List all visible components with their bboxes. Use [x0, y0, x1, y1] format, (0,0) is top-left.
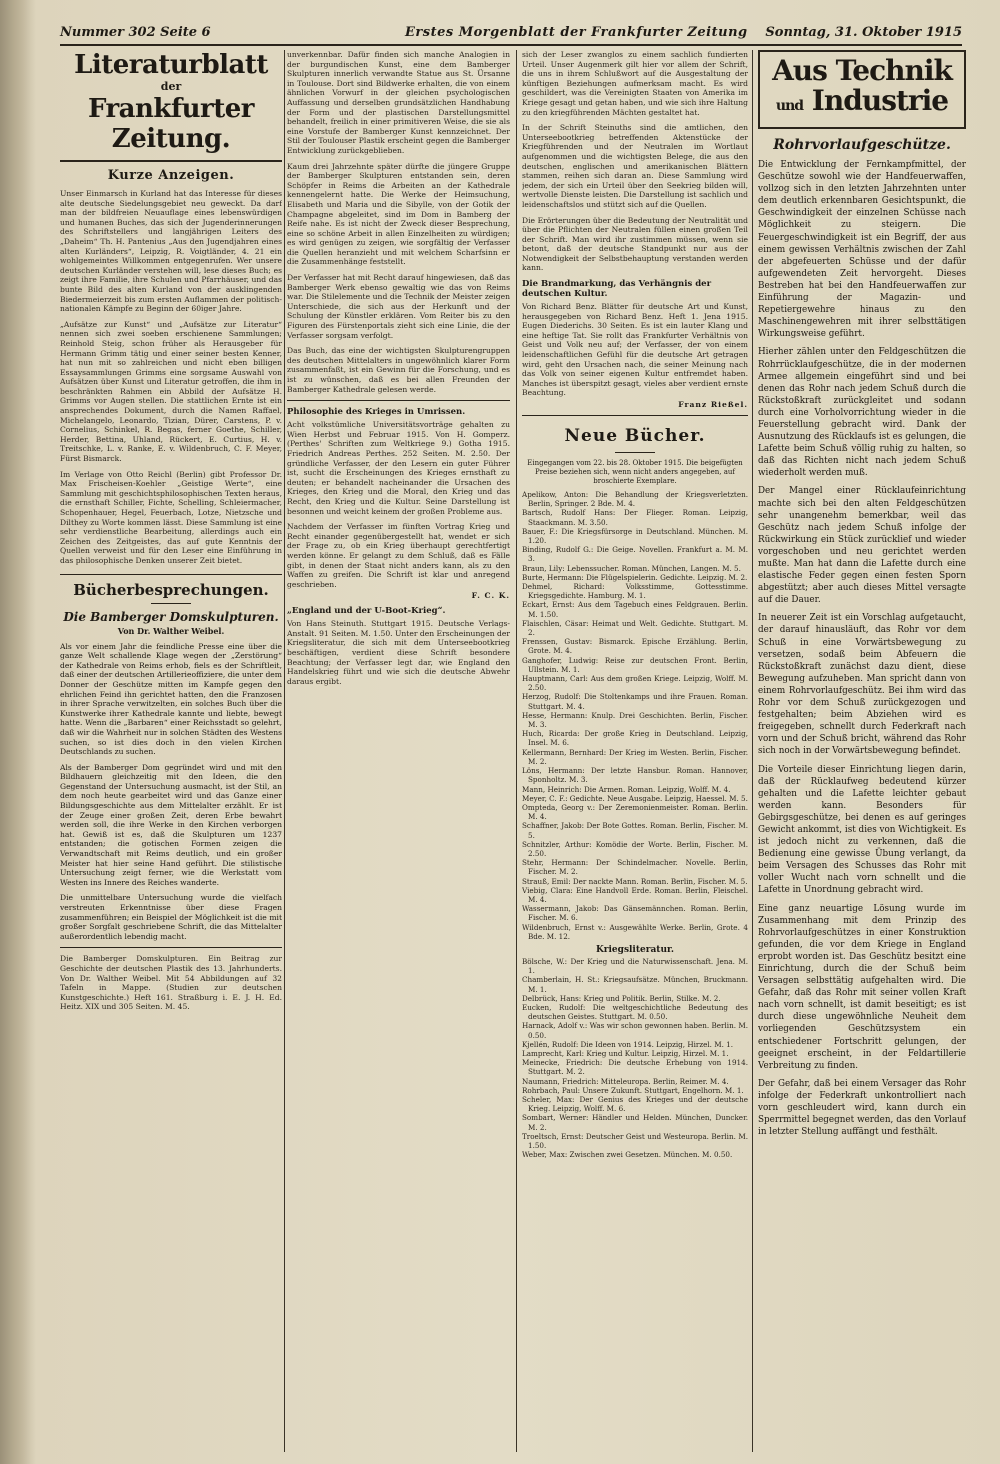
paragraph: Eine ganz neuartige Lösung wurde im Zusammenhang mit dem Prinzip des Rohrvorlaufgeschützes in einer Konstruktion gefunden, die vor dem Kriege in England erprobt worden ist. Das Geschütz besitzt eine Einrichtung, durch die der Schuß beim Versagen selbsttätig aufgehalten wird. Die Gefahr, daß das Rohr mit seiner vollen Kraft nach vorn schnellt, ist damit beseitigt; es ist durch diese ungewöhnliche Neuheit dem vorliegenden Geschützsystem ein entschiedener Fortschritt gelungen, der geeignet erscheint, in der Feldartillerie Verbreitung zu finden.	[758, 903, 966, 1071]
list-item: Dehmel, Richard: Volksstimme, Gottesstimme. Kriegsgedichte. Hamburg. M. 1.	[522, 582, 748, 601]
section-heading-buecher: Bücherbesprechungen.	[60, 574, 282, 599]
war-literature-list	[522, 957, 748, 1159]
column-4	[758, 50, 966, 1454]
review-title: Philosophie des Krieges in Umrissen.	[287, 407, 466, 418]
list-item: Bölsche, W.: Der Krieg und die Naturwissenschaft. Jena. M. 1.	[522, 956, 748, 976]
list-item: Sombart, Werner: Händler und Helden. München, Duncker. M. 2.	[522, 1113, 748, 1132]
binding-shadow	[0, 0, 36, 1464]
article-author: Von Dr. Walther Weibel.	[117, 625, 225, 636]
paragraph: In der Schrift Steinuths sind die amtlichen, den Unterseebootkrieg betreffenden Aktenstücke der Kriegführenden und der Neutralen im Wortlaut aufgenommen und die wichtigsten Belege, die aus den deutschen, englischen und amerikanischen Blättern stammen, reihen sich daran an. Diese Sammlung wird jedem, der sich ein Urteil über den Seekrieg bilden will, wertvolle Dienste leisten. Die Darstellung ist sachlich und leidenschaftslos und stützt sich auf die Quellen.	[522, 123, 748, 209]
divider	[522, 415, 748, 416]
paragraph: Das Buch, das eine der wichtigsten Skulpturengruppen des deutschen Mittelalters in ungewöhnlich klarer Form zusammenfaßt, ist ein Gewinn für die Forschung, und es ist zu wünschen, daß es bei allen Freunden der Bamberger Kathedrale gelesen werde.	[287, 346, 510, 394]
list-item: Herzog, Rudolf: Die Stoltenkamps und ihre Frauen. Roman. Stuttgart. M. 4.	[522, 692, 748, 711]
list-item: Schaffner, Jakob: Der Bote Gottes. Roman. Berlin, Fischer. M. 5.	[522, 821, 748, 840]
paragraph: Der Mangel einer Rücklaufeinrichtung machte sich bei den alten Feldgeschützen sehr unangenehm bemerkbar, weil das Geschütz nach jedem Schuß infolge der Rückwirkung ein Stück zurücklief und wieder vorgeschoben und neu gerichtet werden mußte. Man hat dann die Lafette durch eine elastische Feder gegen einen festen Sporn abgestützt; aber auch dieses Mittel versagte auf die Dauer.	[758, 486, 966, 606]
list-item: Frenssen, Gustav: Bismarck. Epische Erzählung. Berlin, Grote. M. 4.	[522, 637, 748, 656]
paragraph: unverkennbar. Dafür finden sich manche Analogien in der burgundischen Kunst, eine dem Bamberger Skulpturen innerlich verwandte Statue aus St. Ürsanne in Toulouse. Dort sind Bildwerke erhalten, die von einem ähnlichen Vorwurf in der gleichen psychologischen Auffassung und derselben grundsätzlichen Handhabung der Form und der plastischen Darstellungsmittel behandelt, freilich in einer primitiveren Weise, die sie als eine Vorstufe der Bamberger Kunst kennzeichnet. Der Stil der Toulouser Plastik erscheint gegen die Bamberger Entwicklung zurückgeblieben.	[287, 50, 510, 155]
list-item: Naumann, Friedrich: Mitteleuropa. Berlin, Reimer. M. 4.	[522, 1076, 729, 1086]
list-item: Rohrbach, Paul: Unsere Zukunft. Stuttgart, Engelhorn. M. 1.	[522, 1085, 744, 1095]
list-item: Scheler, Max: Der Genius des Krieges und der deutsche Krieg. Leipzig, Wolff. M. 6.	[522, 1095, 748, 1114]
section-heading-kriegsliteratur: Kriegsliteratur.	[595, 944, 675, 955]
newspaper-edition: Erstes Morgenblatt der Frankfurter Zeitung	[405, 25, 748, 40]
list-item: Binding, Rudolf G.: Die Geige. Novellen. Frankfurt a. M. M. 3.	[522, 545, 748, 564]
review-title: „England und der U-Boot-Krieg“.	[287, 606, 446, 617]
column-3	[522, 50, 748, 1454]
list-item: Chamberlain, H. St.: Kriegsaufsätze. München, Bruckmann. M. 1.	[522, 975, 748, 994]
section-title-part-2: Industrie	[811, 84, 949, 117]
paragraph: „Aufsätze zur Kunst“ und „Aufsätze zur Literatur“ nennen sich zwei soeben erschienene Sammlungen; Reinhold Steig, schon früher als Herausgeber für Hermann Grimm tätig und einer seiner besten Kenner, hat nun mit so zahlreichen und nicht eben billigen Essaysammlungen Grimms eine sorgsame Auswahl von Aufsätzen über Kunst und Literatur getroffen, die ihm in beschränkten Rahmen ein Abbild der Aufsätze H. Grimms vor Augen stellen. Die stattlichen Ernte ist ein ansprechendes Dokument, durch die Namen Raffael, Michelangelo, Leonardo, Tizian, Dürer, Carstens, P. v. Cornelius, Schinkel, R. Begas, ferner Goethe, Schiller, Herder, Bettina, Uhland, Rückert, E. Curtius, H. v. Treitschke, L. v. Ranke, E. v. Wildenbruch, C. F. Meyer, Fürst Bismarck.	[60, 319, 282, 464]
list-item: Stehr, Hermann: Der Schindelmacher. Novelle. Berlin, Fischer. M. 2.	[522, 858, 748, 877]
list-item: Eckart, Ernst: Aus dem Tagebuch eines Feldgrauen. Berlin. M. 1.50.	[522, 600, 748, 619]
list-item: Weber, Max: Zwischen zwei Gesetzen. München. M. 0.50.	[522, 1150, 733, 1160]
list-item: Lamprecht, Karl: Krieg und Kultur. Leipzig, Hirzel. M. 1.	[522, 1048, 729, 1058]
column-rule	[516, 50, 517, 1452]
paragraph: Die Erörterungen über die Bedeutung der Neutralität und über die Pflichten der Neutralen füllen einen großen Teil der Schrift. Man wird ihr zustimmen müssen, wenn sie betont, daß der deutsche Standpunkt nur aus der Notwendigkeit der Selbstbehauptung verstanden werden kann.	[522, 215, 748, 273]
list-item: Apelikow, Anton: Die Behandlung der Kriegsverletzten. Berlin, Springer. 2 Bde. M. 4.	[522, 490, 748, 509]
review-signature: F. C. K.	[471, 591, 510, 601]
paragraph: Die Entwicklung der Fernkampfmittel, der Geschütze sowohl wie der Handfeuerwaffen, vollzog sich in den letzten Jahrzehnten unter dem deutlich erkennbaren Gesichtspunkt, die Geschwindigkeit der einzelnen Schüsse nach Möglichkeit zu steigern. Die Feuergeschwindigkeit ist ein Begriff, der aus einem gewissen Verhältnis zwischen der Zahl der abgefeuerten Schüsse und der dafür aufgewendeten Zeit hervorgeht. Dieses Bestreben hat bei den Handfeuerwaffen zur Einführung der Magazin- und Repetiergewehre hinaus zu den Maschinengewehren mit ihrer selbsttätigen Wirkungsweise geführt.	[758, 160, 966, 340]
paragraph: Von Richard Benz. Blätter für deutsche Art und Kunst, herausgegeben von Richard Benz. Heft 1. Jena 1915. Eugen Diederichs. 30 Seiten. Es ist ein lauter Klang und eine heftige Tat. Sie rollt das Frankfurter Verhältnis von Geist und Volk neu auf; der Verfasser, der von einem leidenschaftlichen Gefühl für die deutsche Art getragen wird, geht den Ursachen nach, die seiner Meinung nach das Volk von seiner eigenen Kultur entfremdet haben. Manches ist überspitzt gesagt, vieles aber verdient ernste Beachtung.	[522, 302, 748, 398]
article-title: Rohrvorlaufgeschütze.	[773, 137, 951, 153]
paragraph: Unser Einmarsch in Kurland hat das Interesse für dieses alte deutsche Siedelungsgebiet neu geweckt. Da darf man der bildfreien Neuauflage eines lebenswürdigen und humanen Buches, das sich der Jugenderinnerungen des Schriftstellers und langjährigen Leiters des „Daheim“ Th. H. Pantenius „Aus den Jugendjahren eines alten Kurländers“, Leipzig, R. Voigtländer, 4. 21 ein wohlgemeintes Willkommen entgegenrufen. Wer unsere deutschen Kurländer verstehen will, lese dieses Buch; es zeigt ihre Familie, ihre Schulen und Pfarrhäuser, und das bunte Bild des alten Kurland von der ausklingenden Biedermeierzeit bis zum ersten Auflammen der politisch-nationalen Kämpfe zu Beginn der 60iger Jahre.	[60, 189, 282, 314]
list-intro: Eingegangen vom 22. bis 28. Oktober 1915. Die beigefügten Preise beziehen sich, wenn nicht anders angegeben, auf broschierte Exemplare.	[527, 459, 743, 485]
list-item: Ganghofer, Ludwig: Reise zur deutschen Front. Berlin, Ullstein. M. 1.	[522, 655, 748, 674]
list-item: Wildenbruch, Ernst v.: Ausgewählte Werke. Berlin, Grote. 4 Bde. M. 12.	[522, 922, 748, 941]
section-title-box	[758, 50, 966, 129]
section-heading-neue-buecher: Neue Bücher.	[564, 426, 706, 446]
list-item: Wassermann, Jakob: Das Gänsemännchen. Roman. Berlin, Fischer. M. 6.	[522, 904, 748, 923]
list-item: Kellermann, Bernhard: Der Krieg im Westen. Berlin, Fischer. M. 2.	[522, 747, 748, 766]
list-item: Flaischlen, Cäsar: Heimat und Welt. Gedichte. Stuttgart. M. 2.	[522, 618, 748, 638]
list-item: Löns, Hermann: Der letzte Hansbur. Roman. Hannover, Sponholtz. M. 3.	[522, 766, 748, 785]
list-item: Eucken, Rudolf: Die weltgeschichtliche Bedeutung des deutschen Geistes. Stuttgart. M. 0.50.	[522, 1002, 748, 1022]
column-2	[287, 50, 510, 1454]
masthead-der: der	[160, 80, 182, 93]
list-item: Troeltsch, Ernst: Deutscher Geist und Westeuropa. Berlin. M. 1.50.	[522, 1131, 748, 1151]
list-item: Huch, Ricarda: Der große Krieg in Deutschland. Leipzig, Insel. M. 6.	[522, 729, 748, 748]
paragraph: Hierher zählen unter den Feldgeschützen die Rohrrücklaufgeschütze, die in der modernen Armee allgemein eingeführt sind und bei denen das Rohr nach jedem Schuß durch die Rückstoßkraft zurückgleitet und sodann durch eine Vorholvorrichtung wieder in die Feuerstellung gebracht wird. Dank der Ausnutzung des Rücklaufs ist es gelungen, die Lafette beim Schuß völlig ruhig zu halten, so daß das Richten nicht nach jedem Schuß wiederholt werden muß.	[758, 347, 966, 479]
list-item: Strauß, Emil: Der nackte Mann. Roman. Berlin, Fischer. M. 5.	[522, 876, 748, 886]
section-title	[762, 56, 962, 121]
section-heading-kurze: Kurze Anzeigen.	[107, 168, 235, 183]
paragraph: Kaum drei Jahrzehnte später dürfte die jüngere Gruppe der Bamberger Skulpturen entstanden sein, deren Schöpfer in Reims die Arbeiten an der Kathedrale kennengelernt hatte. Die Werke der Heimsuchung, Elisabeth und Maria und die Sibylle, von der Gotik der Champagne abgeleitet, sind im Dom in Bamberg der Reife nahe. Es ist nicht der Zweck dieser Besprechung, eine so schöne Arbeit in allen Einzelheiten zu würdigen; es wird genügen zu zeigen, wie sorgfältig der Verfasser die Quellen heranzieht und mit welchem Scharfsinn er die Zusammenhänge feststellt.	[287, 161, 510, 267]
paragraph: Von Hans Steinuth. Stuttgart 1915. Deutsche Verlags-Anstalt. 91 Seiten. M. 1.50. Unter den Erscheinungen der Kriegsliteratur, die sich mit dem Unterseebootkrieg beschäftigen, verdient diese Schrift besondere Beachtung; der Verfasser legt dar, wie England den Handelskrieg führt und wie sich die deutsche Abwehr daraus ergibt.	[287, 619, 510, 686]
divider	[60, 947, 282, 948]
paragraph: Nachdem der Verfasser im fünften Vortrag Krieg und Recht einander gegenübergestellt hat, wendet er sich der Frage zu, ob ein Krieg überhaupt gerechtfertigt werden könne. Er gelangt zu dem Schluß, daß es Fälle gibt, in denen der Staat nicht anders kann, als zu den Waffen zu greifen. Die Schrift ist klar und anregend geschrieben.	[287, 522, 510, 589]
column-1	[60, 50, 282, 1454]
article-title: Die Bamberger Domskulpturen.	[63, 609, 279, 624]
list-item: Meinecke, Friedrich: Die deutsche Erhebung von 1914. Stuttgart. M. 2.	[522, 1058, 748, 1077]
paragraph: Die unmittelbare Untersuchung wurde die vielfach verstreuten Erkenntnisse über diese Fragen zusammenführen; ein Beispiel der Möglichkeit ist die mit großer Sorgfalt geschriebene Schrift, die das Mittelalter außerordentlich lebendig macht.	[60, 893, 282, 941]
list-item: Bartsch, Rudolf Hans: Der Flieger. Roman. Leipzig, Staackmann. M. 3.50.	[522, 508, 748, 527]
paragraph: Acht volkstümliche Universitätsvorträge gehalten zu Wien Herbst und Februar 1915. Von H. Gomperz. (Perthes' Schriften zum Weltkriege 9.) Gotha 1915. Friedrich Andreas Perthes. 252 Seiten. M. 2.50. Der gründliche Verfasser, der den Lesern ein guter Führer ist, sucht die Erscheinungen des Krieges ernsthaft zu deuten; er behandelt nacheinander die Ursachen des Krieges, den Krieg und die Moral, den Krieg und das Recht, den Krieg und die Kultur. Seine Darstellung ist besonnen und weicht keinem der großen Probleme aus.	[287, 420, 510, 516]
section-title-part-1: Aus Technik	[772, 54, 952, 87]
list-item: Hesse, Hermann: Knulp. Drei Geschichten. Berlin, Fischer. M. 3.	[522, 710, 748, 730]
page-number: Nummer 302 Seite 6	[60, 25, 211, 40]
list-item: Braun, Lily: Lebenssucher. Roman. München, Langen. M. 5.	[522, 563, 741, 573]
list-item: Meyer, C. F.: Gedichte. Neue Ausgabe. Leipzig, Haessel. M. 5.	[522, 793, 748, 803]
list-item: Mann, Heinrich: Die Armen. Roman. Leipzig, Wolff. M. 4.	[522, 784, 731, 794]
list-item: Ompteda, Georg v.: Der Zeremonienmeister. Roman. Berlin. M. 4.	[522, 802, 748, 822]
running-head	[60, 22, 962, 46]
issue-date: Sonntag, 31. Oktober 1915	[765, 25, 962, 40]
masthead-title: Literaturblatt	[74, 50, 268, 80]
review-title: Die Brandmarkung, das Verhängnis der deutschen Kultur.	[522, 279, 712, 300]
list-item: Schnitzler, Arthur: Komödie der Worte. Berlin, Fischer. M. 2.50.	[522, 839, 748, 858]
list-item: Harnack, Adolf v.: Was wir schon gewonnen haben. Berlin. M. 0.50.	[522, 1021, 748, 1040]
paragraph: Der Gefahr, daß bei einem Versager das Rohr infolge der Federkraft unkontrolliert nach vorn geschleudert wird, kann durch ein Sperrmittel begegnet werden, das den Vorlauf in letzter Stellung auffängt und festhält.	[758, 1078, 966, 1138]
paragraph: sich der Leser zwanglos zu einem sachlich fundierten Urteil. Unser Augenmerk gilt hier vor allem der Schrift, die uns in ihrem Schlußwort auf die Ausgestaltung der künftigen Beziehungen aufmerksam macht. Es wird geschildert, was die Vereinigten Staaten von Amerika im Kriege gesagt und getan haben, und wie sich ihre Haltung zu den kriegführenden Mächten gestaltet hat.	[522, 50, 748, 117]
column-rule	[752, 50, 753, 1452]
paragraph: Als vor einem Jahr die feindliche Presse eine über die ganze Welt schallende Klage wegen der „Zerstörung“ der Kathedrale von Reims erhob, fiels es der Schriftleit, daß einer der deutschen Artillerieoffiziere, die unter dem Donner der Geschütze mitten im Kampfe gegen den ehrlichen Feind ihn gerichtet hatten, den die Franzosen in ihrer Sprache verwitzelten, ein solches Buch über die Kunstwerke ihrer Kathedrale kannte und liebte, bewegt hatte. Wenn die „Barbaren“ einer Reichsstadt so gelehrt, daß wir die Wahrheit nur in solchen Städten des Westens suchen, so ist dies doch in den vielen Kirchen Deutschlands zu suchen.	[60, 641, 282, 757]
list-item: Burte, Hermann: Die Flügelspielerin. Gedichte. Leipzig. M. 2.	[522, 572, 748, 582]
paragraph: Im Verlage von Otto Reichl (Berlin) gibt Professor Dr. Max Frischeisen-Koehler „Geistige Werte“, eine Sammlung mit geschichtsphilosophischen Texten heraus, die ernsthaft Schiller, Fichte, Schelling, Schleiermacher, Schopenhauer, Hegel, Feuerbach, Lotze, Nietzsche und Dilthey zu Worte kommen lässt. Diese Sammlung ist eine sehr verdienstliche Bearbeitung, allerdings auch ein Zeichen des Zeitgeistes, das auf gute Kenntnis der Quellen verweist und für den Leser eine Einführung in das philosophische Denken unserer Zeit bietet.	[60, 469, 282, 565]
divider	[151, 603, 191, 604]
book-list	[522, 490, 748, 941]
list-item: Kjellén, Rudolf: Die Ideen von 1914. Leipzig, Hirzel. M. 1.	[522, 1039, 734, 1049]
paragraph: Die Vorteile dieser Einrichtung liegen darin, daß der Rücklaufweg bedeutend kürzer gehalten und die Lafette leichter gebaut werden kann. Besonders für Gebirgsgeschütze, bei denen es auf geringes Gewicht ankommt, ist dies von Wichtigkeit. Es ist jedoch nicht zu verkennen, daß die Bedienung eine gewisse Übung verlangt, da beim Versagen des Schusses das Rohr mit voller Wucht nach vorn schnellt und die Lafette in Unordnung gebracht wird.	[758, 764, 966, 896]
divider	[287, 400, 510, 401]
section-title-und: und	[775, 98, 804, 114]
masthead	[60, 50, 282, 162]
column-rule	[284, 50, 285, 1452]
divider	[615, 452, 655, 453]
paragraph: Der Verfasser hat mit Recht darauf hingewiesen, daß das Bamberger Werk ebenso gewaltig wie das von Reims war. Die Stilelemente und die Technik der Meister zeigen Unterschiede, die sich aus der Herkunft und der Schulung der Künstler erklären. Vom Reiter bis zu den Figuren des Fürstenportals zieht sich eine Linie, die der Verfasser sorgsam verfolgt.	[287, 273, 510, 340]
list-item: Hauptmann, Carl: Aus dem großen Kriege. Leipzig, Wolff. M. 2.50.	[522, 674, 748, 693]
list-item: Viebig, Clara: Eine Handvoll Erde. Roman. Berlin, Fleischel. M. 4.	[522, 885, 748, 904]
footnote: Die Bamberger Domskulpturen. Ein Beitrag zur Geschichte der deutschen Plastik des 13. Jahrhunderts. Von Dr. Walther Weibel. Mit 54 Abbildungen auf 32 Tafeln in Mappe. (Studien zur deutschen Kunstgeschichte.) Heft 161. Straßburg i. E. J. H. Ed. Heitz. XIX und 305 Seiten. M. 45.	[60, 954, 282, 1012]
list-item: Delbrück, Hans: Krieg und Politik. Berlin, Stilke. M. 2.	[522, 993, 721, 1003]
masthead-newspaper: Frankfurter Zeitung.	[87, 94, 254, 154]
list-item: Bauer, F.: Die Kriegsfürsorge in Deutschland. München. M. 1.20.	[522, 526, 748, 546]
review-signature: Franz Rießel.	[678, 400, 748, 409]
paragraph: Als der Bamberger Dom gegründet wird und mit den Bildhauern gleichzeitig mit den Ideen, die den Gegenstand der Untersuchung ausmacht, ist der Stil, an dem noch heute gearbeitet wird und das Ganze einer Bildungsgeschichte aus dem Mittelalter erzählt. Er ist der Zeuge einer großen Zeit, deren Erbe bewahrt werden soll, die ihre Werke in den Kirchen verborgen hat. Gewiß ist es, daß die Skulpturen um 1237 entstanden; die gotischen Formen zeigen die Verwandtschaft mit Reims deutlich, und ein großer Meister hat hier seine Hand geführt. Die stilistische Untersuchung zeigt ferner, wie die Werkstatt vom Westen ins Innere des Reiches wanderte.	[60, 762, 282, 887]
paragraph: In neuerer Zeit ist ein Vorschlag aufgetaucht, der darauf hinausläuft, das Rohr vor dem Schuß in eine Vorwärtsbewegung zu versetzen, sodaß beim Abfeuern die Rückstoßkraft zunächst dazu dient, diese Bewegung aufzuheben. Man spricht dann von einem Rohrvorlaufgeschütz. Bei ihm wird das Rohr vor dem Schuß zurückgezogen und festgehalten; beim Abziehen wird es freigegeben, schnellt durch Federkraft nach vorn und der Schuß bricht, während das Rohr sich noch in der Vorwärtsbewegung befindet.	[758, 613, 966, 757]
